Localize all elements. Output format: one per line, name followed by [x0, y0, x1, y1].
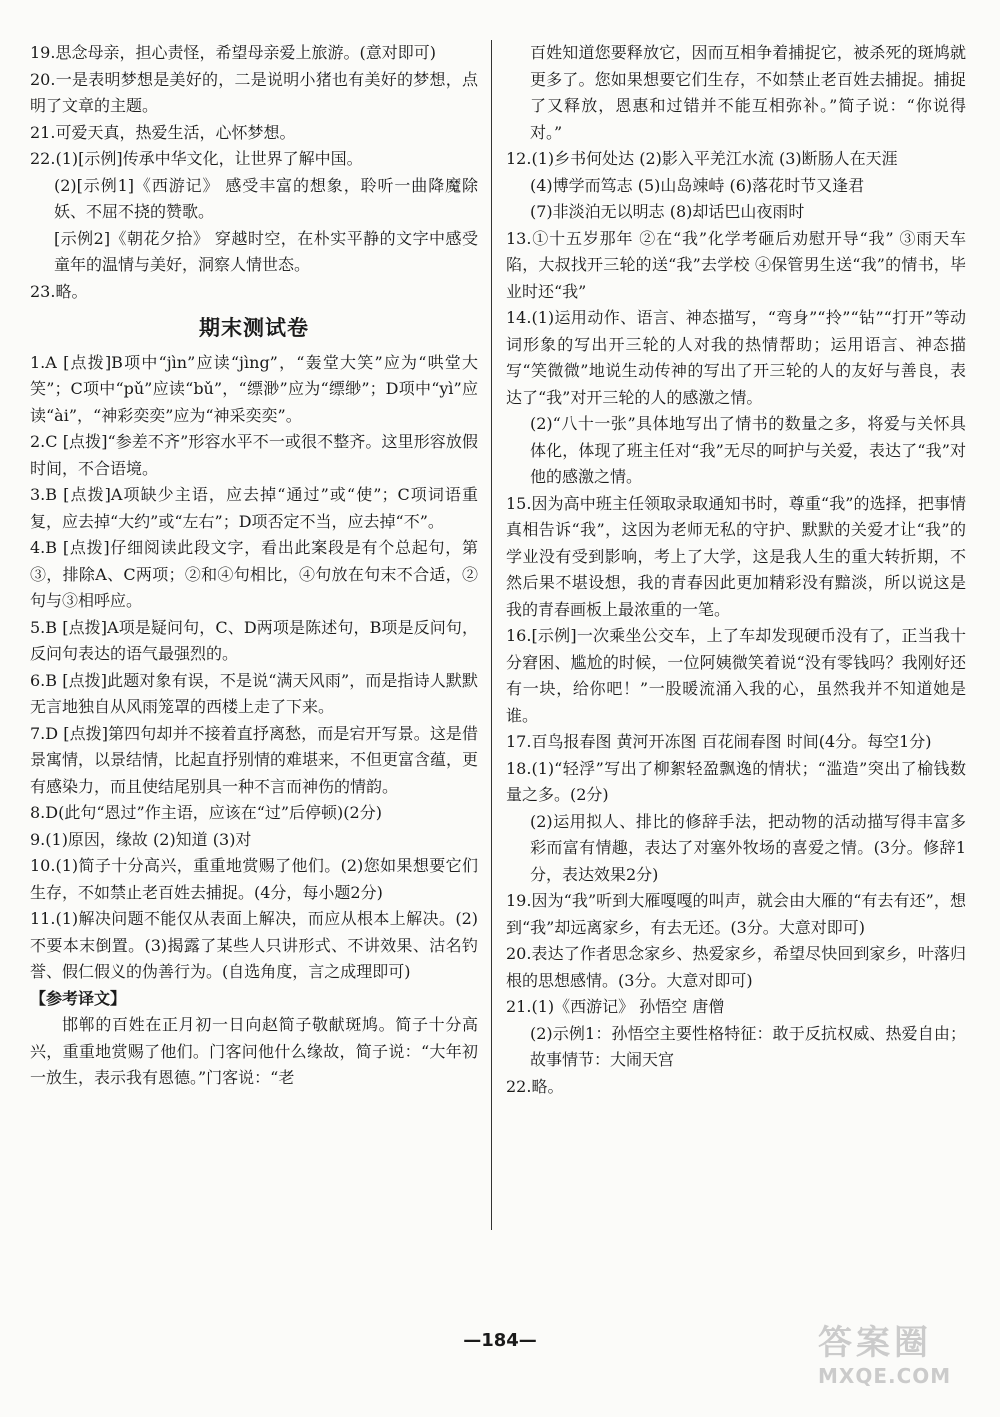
answers-final-exam: [30, 350, 478, 986]
answer-line: 22.(1)[示例]传承中华文化，让世界了解中国。: [30, 149, 363, 168]
answer-line: 13.①十五岁那年 ②在“我”化学考砸后劝慰开导“我” ③雨天车陷，大叔找开三轮的送“我”去学校 ④保管男生送“我”的情书，毕业时还“我”: [506, 228, 966, 301]
answer-line: (2)示例1：孙悟空主要性格特征：敢于反抗权威、热爱自由；故事情节：大闹天宫: [530, 1023, 966, 1069]
answer-line: 16.[示例]一次乘坐公交车，上了车却发现硬币没有了，正当我十分窘困、尴尬的时候，一位阿姨微笑着说“没有零钱吗？我刚好还有一块，给你吧！”一股暖流涌入我的心，虽然我并不知道她是谁。: [506, 626, 966, 725]
answer-line: 2.C [点拨]“参差不齐”形容水平不一或很不整齐。这里形容放假时间，不合语境。: [30, 432, 478, 478]
answer-line: (4)博学而笃志 (5)山岛竦峙 (6)落花时节又逢君: [530, 175, 865, 195]
answer-line: 20.一是表明梦想是美好的，二是说明小猪也有美好的梦想，点明了文章的主题。: [30, 69, 478, 115]
translation-text: 邯郸的百姓在正月初一日向赵简子敬献斑鸠。简子十分高兴，重重地赏赐了他们。门客问他什么缘故，简子说：“大年初一放生，表示我有恩德。”门客说：“老: [30, 1015, 478, 1087]
answer-line: (2)“八十一张”具体地写出了情书的数量之多，将爱与关怀具体化，体现了班主任对“我”无尽的呵护与关爱，表达了“我”对他的感激之情。: [530, 414, 966, 486]
answer-line: 11.(1)解决问题不能仅从表面上解决，而应从根本上解决。(2)不要本末倒置。(3)揭露了某些人只讲形式、不讲效果、沽名钓誉、假仁假义的伪善行为。(自选角度，言之成理即可): [30, 909, 478, 981]
watermark-logo: [818, 1315, 988, 1410]
answer-line: 19.思念母亲，担心责怪，希望母亲爱上旅游。(意对即可): [30, 43, 436, 62]
answers-part-1: [30, 40, 478, 305]
answer-line: 15.因为高中班主任领取录取通知书时，尊重“我”的选择，把事情真相告诉“我”，这因为老师无私的守护、默默的关爱才让“我”的学业没有受到影响，考上了大学，这是我人生的重大转折期，不然后果不堪设想，我的青春因此更加精彩没有黯淡，所以说这是我的青春画板上最浓重的一笔。: [506, 493, 966, 619]
answer-line: 14.(1)运用动作、语言、神态描写，“弯身”“拎”“钻”“打开”等动词形象的写出开三轮的人对我的热情帮助；运用语言、神态描写“笑微微”地说生动传神的写出了开三轮的人的友好与善良，表达了“我”对开三轮的人的感激之情。: [506, 308, 966, 407]
answer-line: (2)运用拟人、排比的修辞手法，把动物的活动描写得丰富多彩而富有情趣，表达了对塞外牧场的喜爱之情。(3分。修辞1分，表达效果2分): [530, 811, 966, 884]
watermark-top-text: 答案圈: [818, 1323, 932, 1363]
answer-line: 5.B [点拨]A项是疑问句，C、D两项是陈述句，B项是反问句，反问句表达的语气最强烈的。: [30, 617, 478, 663]
answer-line: 百姓知道您要释放它，因而互相争着捕捉它，被杀死的斑鸠就更多了。您如果想要它们生存，不如禁止老百姓去捕捉。捕捉了又释放，恩惠和过错并不能互相弥补。”简子说：“你说得对。”: [530, 43, 966, 142]
watermark-bottom-text: MXQE.COM: [818, 1364, 952, 1388]
column-divider: [491, 40, 492, 1230]
answer-line: 9.(1)原因，缘故 (2)知道 (3)对: [30, 829, 252, 849]
answer-line: 23.略。: [30, 281, 88, 301]
answer-line: 7.D [点拨]第四句却并不接着直抒离愁，而是宕开写景。这是借景寓情，以景结情，比起直抒别情的难堪来，不但更富含蕴，更有感染力，而且使结尾别具一种不言而神伤的情韵。: [30, 723, 479, 796]
answer-line: (2)[示例1]《西游记》 感受丰富的想象，聆听一曲降魔除妖、不屈不挠的赞歌。: [54, 175, 478, 221]
answer-line: 19.因为“我”听到大雁嘎嘎的叫声，就会由大雁的“有去有还”，想到“我”却远离家乡，有去无还。(3分。大意对即可): [506, 891, 966, 937]
translation-label: 【参考译文】: [30, 988, 127, 1008]
section-title: 期末测试卷: [199, 316, 309, 340]
answer-line: 18.(1)“轻浮”写出了柳絮轻盈飘逸的情状；“滥造”突出了榆钱数量之多。(2分): [506, 758, 966, 804]
answer-line: (7)非淡泊无以明志 (8)却话巴山夜雨时: [530, 202, 805, 221]
answer-line: 10.(1)简子十分高兴，重重地赏赐了他们。(2)您如果想要它们生存，不如禁止老百姓去捕捉。(4分，每小题2分): [30, 856, 478, 902]
answer-line: 20.表达了作者思念家乡、热爱家乡，希望尽快回到家乡，叶落归根的思想感情。(3分。大意对即可): [506, 944, 966, 990]
answer-line: 1.A [点拨]B项中“jìn”应读“jìng”，“轰堂大笑”应为“哄堂大笑”；C项中“pǔ”应读“bǔ”，“缥渺”应为“缥缈”；D项中“yì”应读“ài”，“神彩奕奕”应为“神采奕奕”。: [30, 352, 478, 425]
answer-line: 22.略。: [506, 1076, 564, 1096]
right-column: [506, 40, 966, 1100]
answer-line: 12.(1)乡书何处达 (2)影入平羌江水流 (3)断肠人在天涯: [506, 149, 898, 168]
answer-line: 6.B [点拨]此题对象有误，不是说“满天风雨”，而是指诗人默默无言地独自从风雨笼罩的西楼上走了下来。: [30, 670, 478, 716]
answer-line: 21.(1)《西游记》 孙悟空 唐僧: [506, 997, 725, 1016]
answer-line: 21.可爱天真，热爱生活，心怀梦想。: [30, 122, 296, 142]
answer-line: [示例2]《朝花夕拾》 穿越时空，在朴实平静的文字中感受童年的温情与美好，洞察人情世态。: [54, 228, 478, 274]
page-number: —184—: [463, 1330, 537, 1351]
answer-line: 4.B [点拨]仔细阅读此段文字，看出此案段是有个总起句，第③，排除A、C两项；②和④句相比，④句放在句末不合适，②句与③相呼应。: [30, 538, 478, 610]
answer-line: 3.B [点拨]A项缺少主语，应去掉“通过”或“使”；C项词语重复，应去掉“大约”或“左右”；D项否定不当，应去掉“不”。: [30, 485, 478, 531]
answer-line: 17.百鸟报春图 黄河开冻图 百花闹春图 时间(4分。每空1分): [506, 732, 932, 751]
left-column: [30, 40, 478, 1092]
answer-line: 8.D(此句“恩过”作主语，应该在“过”后停顿)(2分): [30, 803, 382, 822]
